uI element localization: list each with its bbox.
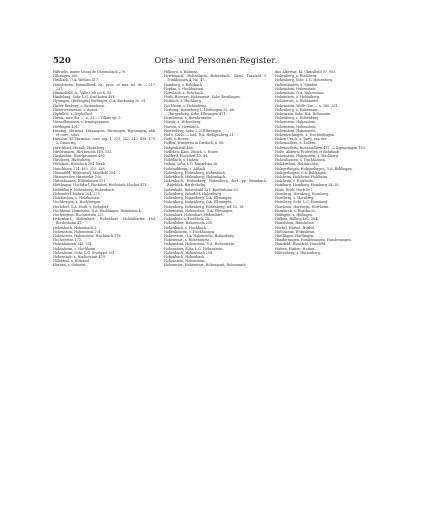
- register-entry: Hohenstein, Sohr. L.G. Hohenstein.: [164, 246, 224, 251]
- register-column-2: [164, 70, 267, 268]
- register-entry: Hürnen, s. Ostseen.: [53, 263, 87, 268]
- register-entry: Hirschbart, Hirtalb, Hirnsberg.: [53, 145, 106, 150]
- register-entry: Hinterweissenau, s. Aurox.: [53, 107, 99, 112]
- register-entry: Hochstetten, Hochstetten 125.: [53, 212, 105, 217]
- register-entry: Hindelang, Sohr. L.G. Sonthofen 491.: [53, 95, 116, 100]
- register-entry: Hirrlingen 491.: [53, 124, 79, 129]
- register-entry: Hohenburg, Rohrdorf, Hohenburg.: [164, 191, 223, 196]
- register-entry: Hohenstein, Hohenstein.: [164, 259, 206, 264]
- register-entry: Hohenbach, Hohenbach.: [164, 254, 206, 259]
- register-entry: Hohenstein, Hohenstein 231.: [53, 229, 102, 234]
- register-entry: Hunolstein, Hunolstein.: [275, 221, 315, 226]
- register-entry: Hittenhausen, Hiltenhusen 231.: [53, 179, 107, 184]
- register-entry: Hirma, mer. die. — n. 31. — Villars ep. 5.: [53, 116, 122, 121]
- register-entry: Homburg, Homburg, Homburg 24. 28.: [275, 183, 340, 188]
- register-entry: Hirslanden, Hirnsprunnen 490.: [53, 154, 106, 159]
- register-entry: Hohenwart, Hohenwart, Hohenwart, Hohenwart.: [164, 263, 247, 268]
- page-number: 520: [53, 56, 71, 66]
- register-entry: Hirsaug, Hirsowa, Hirsaugien, Hirsaugen, Hyrsangen, abb. et conv., situs.: [53, 128, 156, 138]
- register-entry: — Horgenberg, Sohr. Ellwangen 471.: [164, 112, 227, 117]
- register-entry: Himbach, O.A. Wöhlau 417.: [53, 78, 100, 83]
- register-entry: Hülben, Hülben 461. 204.: [275, 217, 319, 222]
- register-entry: Hohenhart, Hohenhart, Hohenhart, Hohenharter Hof, Bordesholm 41.: [53, 217, 156, 226]
- register-entry: Homburg, s. Rohrbach.: [164, 82, 204, 87]
- register-entry: Hohenstein, O.A. Hohenstein, Hohenburg.: [164, 233, 235, 238]
- register-entry: Hohenberg, Hohenberg, Hohenbach.: [53, 187, 115, 192]
- register-entry: Hofs, s. Hoven.: [164, 137, 190, 142]
- register-entry: Hofgenhardt 488.: [164, 145, 194, 150]
- register-entry: Holzheim, s. Holzheim.: [275, 179, 314, 184]
- register-entry: Hohentrichingen, s. Trochtelfingen.: [275, 133, 335, 138]
- register-entry: Horrheim, Horrheim, Horrheim.: [275, 204, 330, 209]
- register-entry: Hohenstein, Hohenstein.: [275, 128, 317, 133]
- register-entry: Horbrug, Horneberg 1. Horbergen 53. 66.: [164, 107, 235, 112]
- running-title: Orts- und Personen-Register.: [154, 56, 278, 65]
- register-entry: Hohenstein, Hohenstein, s. Hochberg.: [275, 154, 340, 159]
- register-entry: Horb, Horb, Horb 201.: [275, 187, 314, 192]
- register-entry: Hornbach, s. Rohrbach.: [164, 91, 204, 96]
- register-entry: Hochstetten 173.: [53, 238, 82, 243]
- register-entry: Hohenbuch, Hohenbuch 204.: [164, 250, 214, 255]
- register-entry: Hohenstein, Hohenstein, Hirchbach 178.: [53, 233, 122, 238]
- register-entry: Holderlf, Hochdorf 43. 44.: [164, 154, 209, 159]
- register-entry: Hochheim, s. Hohenberg.: [164, 103, 207, 108]
- register-entry: Hiltrudis, mater Vitoni de Chavanbach 270.: [53, 70, 126, 74]
- register-entry: Hohenrain, Sohr. B.A. Hohenrain.: [275, 112, 332, 117]
- register-entry: Hohenberg, Hohenberg, O.A. Ellwangen.: [164, 196, 233, 201]
- register-entry: Hüttlingen, Hüttlingen.: [275, 233, 315, 238]
- register-column-1: [53, 70, 156, 268]
- register-entry: Hohenheim, s. Hochheim.: [53, 246, 97, 251]
- register-entry: Hohenstein, Hohenstein, O.A. Hohenstein.: [164, 242, 235, 247]
- register-entry: Hohendorf, Hohen 204. 275.: [53, 191, 101, 196]
- register-entry: Hunefeld, Hunefeld, Hunefeld.: [275, 242, 327, 247]
- register-entry: Horren, s. Hornbach.: [164, 124, 200, 129]
- register-entry: Hirnadbrunnen, s. Irmitsprunnen.: [53, 120, 110, 125]
- register-entry: Hohenloher, Hohenstein 230.: [164, 221, 214, 226]
- register-entry: Holzgerlingen, O.A. Böblingen.: [275, 170, 327, 175]
- register-entry: Hohenhausen, s. Hochhausen.: [275, 158, 326, 163]
- register-entry: Hohenheim, Sohr. L.G. Stuttgart 261.: [53, 250, 116, 255]
- register-entry: Hirsslaa: Kl. Hirsulan, conv. aig. 1, 253. 242. 243. 498. 170, 2, Dinas sig.: [53, 137, 156, 146]
- register-entry: dno Albertus, Kl. Ghmulfeld 97. 903.: [275, 70, 337, 74]
- register-entry: Hohenstein, Hohenstein, O.A. Ellwangen.: [164, 208, 234, 213]
- register-entry: Hohebach, s. Hohen.: [164, 158, 199, 163]
- register-entry: Hohenstein, Hohenstein.: [275, 120, 317, 125]
- register-entry: Hitzenweiler, Hitzwieler 236.: [53, 175, 102, 180]
- register-entry: Hohenstein, Hohenstein.: [275, 124, 317, 129]
- register-entry: Hornberg, s. Hornberg.: [275, 196, 315, 201]
- register-entry: Hosskirch, s. Hosskirch.: [275, 208, 316, 213]
- register-entry: Hohenstein, s. Hohenberg.: [275, 95, 320, 100]
- register-entry: Himmelfeld, A., Valle Coli occh. 36.: [53, 91, 113, 96]
- register-entry: Hohenstein, Wolle dise — n. 380. 551.: [275, 103, 339, 108]
- register-entry: Herrtenach, Hohenbach, Hohenbach, Ghiel. Traufeld 3. Trinkhausen 4. No. 47.: [164, 74, 267, 83]
- register-entry: Hirschhorn 174. 183. 215. 228.: [53, 166, 106, 171]
- register-entry: Hüfingen, s. Hüfingen.: [275, 212, 313, 217]
- register-entry: Hohenbach, s. Hochbach.: [164, 225, 207, 230]
- register-entry: Hohen, Sohr. L.G. Künzelsau 38.: [164, 162, 219, 167]
- register-entry: Hornberg, Sohr. L.G. Hornberg.: [275, 200, 329, 205]
- register-entry: Hohenhausen, s. Hochhausen.: [164, 229, 215, 234]
- register-entry: Holzheim, Holzheim, Holzheim.: [275, 175, 328, 180]
- register-entry: Hoffen, Wurzeren in Dietlach, n. 66.: [164, 141, 225, 146]
- register-entry: Hohenzollern, Hohenzollern 472. — Sigmaringen 183.: [275, 145, 366, 150]
- register-entry: Hohenberg, Hohenberg, O.A. Ellwangen.: [164, 200, 233, 205]
- register-entry: Hipfelhof, s. Hephelhof.: [53, 112, 93, 117]
- register-entry: Hohenhausen 348. 351.: [53, 242, 93, 247]
- register-entry: Horb, Horwart, Hohenwart, Sohr. Reutlingen.: [164, 95, 241, 100]
- register-entry: Hohenstein, O.A. Hohenstein.: [275, 91, 325, 96]
- register-entry: Hopfau, s. Hochbausen.: [164, 86, 205, 91]
- register-entry: Hohenstatt, s. Hocherstatt 479.: [53, 254, 106, 259]
- register-entry: Hornberg, Hornberg, Hornberg.: [275, 191, 330, 196]
- register-entry: Hundersingen, Hundersingen, Hundersingen.: [275, 238, 352, 243]
- register-entry: Hillerand, s. Hiltrand.: [53, 259, 90, 264]
- register-entry: Hohenwart, s. Hohenwarte.: [164, 238, 211, 243]
- register-entry: Hohenberg, s. Hohenberg.: [275, 116, 320, 121]
- register-entry: Hirsbrunnen, Hirzbruoon 149. 152.: [53, 149, 113, 154]
- register-entry: Hohenbühl, Hohenbühl 221. Bordesholm 63.: [164, 187, 239, 192]
- page-header: [53, 56, 379, 68]
- register-entry: Hohenberg, s. Hochberg.: [275, 74, 318, 79]
- register-entry: Hörnle, s. Hohenberg.: [164, 120, 202, 125]
- register-entry: Himelstown, Himmilheid, Nr., pros. et mer. ed. de — 217. 227.: [53, 82, 156, 91]
- register-entry: Hitzenfeld, Hitzenstall, Maysfeld 204.: [53, 170, 117, 175]
- register-entry: Hürbel, Hürbel, Hürbel.: [275, 225, 316, 230]
- register-entry: Hirtsberg, Hirtenberg.: [53, 158, 92, 163]
- register-entry: Hohenholz, s. Hochholz 24.: [164, 217, 210, 222]
- register-entry: Holzgerlingen, Holzgerlingen, O.A. Böblingen.: [275, 166, 353, 171]
- register-entry: Hohenbach, Hohenberg, Hohenbach.: [164, 175, 227, 180]
- register-entry: Hirtzlach, Hirzalach 304. Rexb.: [53, 162, 106, 167]
- register-entry: Hohenstaufen, s. Staufen.: [275, 82, 319, 87]
- register-entry: Hohenbach, Hohenbach 2.: [53, 225, 98, 230]
- register-entry: Hüttisheim, Hüttisheim.: [275, 229, 316, 234]
- register-columns: [53, 70, 379, 268]
- register-entry: Hornbrunn, s. Hornbrunnen.: [164, 116, 213, 121]
- register-entry: Horbach, s. Hochberg.: [164, 99, 202, 104]
- register-entry: Hohenwart, s. Hohenwart.: [275, 99, 320, 104]
- register-entry: Hohenbuch, Hohenberg, Hohenberg, dort. pp. Bennbach. Rütebäck, Bordesholm.: [164, 179, 267, 188]
- register-entry: Hohenberg, Hohenberg, Hohenberg, ad. 10. 16.: [164, 204, 245, 209]
- register-entry: Holzkirchen, Holzkirchen.: [275, 162, 319, 167]
- register-entry: Hilzengen 369.: [53, 74, 79, 79]
- register-entry: Holle, Aldesra, Frideriten et Rohrbach.: [275, 149, 341, 154]
- register-entry: Hyningen, (Reitingen) Reitingen, O.A. Backnang 30. 91.: [53, 99, 147, 104]
- register-entry: Hof s. Carls. — bad. B.A. Heiligenberg 31.: [164, 133, 235, 138]
- register-entry: Hüttenberg, s. Hüttenberg.: [275, 250, 321, 255]
- register-entry: Hohenberg, Sohr. L.G. Hohenberg.: [275, 78, 334, 83]
- register-entry: Hilkowa, s. Hülsena.: [164, 70, 199, 74]
- register-entry: Holzkirchen, s. Holzhausen.: [53, 196, 100, 201]
- register-entry: Hertenberg, Sohr. L.G. Ellwangen.: [164, 128, 222, 133]
- register-entry: Hochdorf, O.A. Horb, s. Rohrdorf.: [53, 204, 110, 209]
- register-entry: Hirter-Rexberg, s. Reinenhorn.: [53, 103, 105, 108]
- register-entry: Hutten, Hutten, Hutten.: [275, 246, 316, 251]
- register-entry: Hohenhart, Hohenhart, Hohenhart.: [164, 212, 224, 217]
- register-entry: Hochbergen, s. Hochbergen.: [53, 200, 102, 205]
- register-column-3: [275, 70, 378, 268]
- register-entry: Hohenzollern, s. Zollern.: [275, 141, 317, 146]
- register-entry: Hohenalfheim, s. Altlach.: [164, 166, 207, 171]
- register-entry: Hohenberg, Hohenberg, Hohenbach.: [164, 170, 226, 175]
- register-entry: Hohenstein, Hohenstein.: [275, 86, 317, 91]
- register-entry: Hohen-Urach, s. Burg, van der.: [275, 137, 327, 142]
- register-entry: Hüttlingen, Hochdorf, Hochdorf, Hochstatt, Hochst 471.: [53, 183, 148, 188]
- register-entry: Hochheim, Heimheim, O.A. Waiblingen, Heimheim 4.: [53, 208, 142, 213]
- register-entry: Hoflehrn, Kant. Zürich, s. Hoser.: [164, 149, 219, 154]
- register-entry: Hohenberg, s. Hohenrain.: [275, 107, 319, 112]
